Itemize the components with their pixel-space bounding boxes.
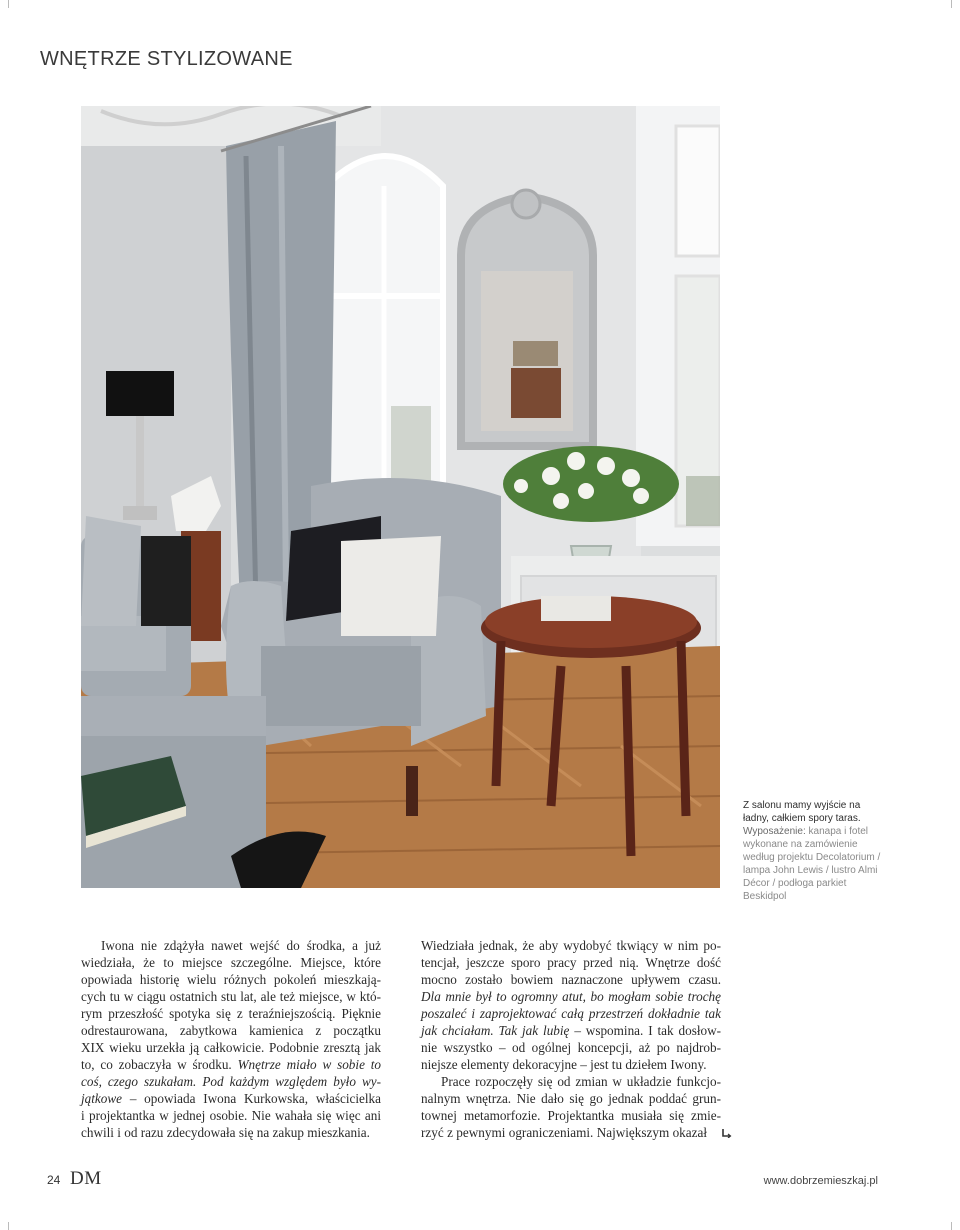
article-line: nalnym wnętrza. Nie dało się go jednak poddać grun- (421, 1091, 721, 1106)
article-quote: jak chciałam. Tak jak lubię (421, 1023, 570, 1038)
photo-caption (743, 799, 883, 903)
article-line (421, 1022, 721, 1039)
continue-arrow-icon (722, 1128, 732, 1138)
article-line: nie wszystko – od ogólnej koncepcji, aż po najdrob- (421, 1040, 721, 1055)
article-column-2 (421, 937, 721, 1141)
caption-equipment-label: Wyposażenie: (743, 826, 806, 837)
caption-lead: Z salonu mamy wyjście na ładny, całkiem spory taras. (743, 800, 861, 824)
caption-equipment-text: kanapa i fotel wykonane na zamówienie według projektu Decolatorium / lampa John Lewis / lustro Almi Décor / podłoga parkiet Beskidpol (743, 826, 881, 902)
article-line: chwili i od razu zdecydowała się na zakup mieszkania. (81, 1125, 370, 1140)
article-line (81, 1056, 381, 1073)
website-url[interactable]: www.dobrzemieszkaj.pl (763, 1175, 878, 1187)
article-line: opowiada historię wielu różnych pokoleń mieszkają- (81, 972, 381, 987)
article-text: – wspomina. I tak dosłow- (574, 1023, 722, 1038)
article-line (421, 1005, 721, 1022)
crop-mark (0, 0, 9, 8)
article-column-1 (81, 937, 381, 1141)
article-line: rym przeszłość spotyka się z teraźniejszością. Pięknie (81, 1006, 381, 1021)
article-quote: poszaleć i zaprojektować całą przestrzeń dokładnie tak (421, 1006, 721, 1021)
article-line (81, 1090, 381, 1107)
article-quote: coś, czego szukałam. Pod każdym względem było wy- (81, 1074, 381, 1089)
section-title: WNĘTRZE STYLIZOWANE (40, 48, 293, 70)
article-line: odrestaurowana, zabytkowa kamienica z początku (81, 1023, 381, 1038)
article-line: XIX wieku urzekła ją całkowicie. Podobnie zresztą jak (81, 1040, 381, 1055)
article-line: tencjał, jeszcze sporo pracy przed nią. Wnętrze dość (421, 955, 721, 970)
crop-mark (951, 0, 960, 8)
article-quote: Wnętrze miało w sobie to (237, 1057, 381, 1072)
crop-mark (951, 1222, 960, 1230)
article-line: Iwona nie zdążyła nawet wejść do środka, a już (101, 938, 381, 953)
article-line: niejsze elementy dekoracyjne – jest tu dziełem Iwony. (421, 1057, 707, 1072)
article-text: – opowiada Iwona Kurkowska, właścicielka (129, 1091, 381, 1106)
magazine-logo: DM (70, 1168, 102, 1189)
article-line (81, 1073, 381, 1090)
page-number: 24 (47, 1173, 61, 1187)
article-line: Prace rozpoczęły się od zmian w układzie funkcjo- (441, 1074, 721, 1089)
article-line: i projektantka w jednej osobie. Nie wahała się więc ani (81, 1108, 381, 1123)
article-line: Wiedziała jednak, że aby wydobyć tkwiący w nim po- (421, 938, 721, 953)
article-line (421, 988, 721, 1005)
crop-mark (0, 1222, 9, 1230)
article-line: wiedziała, że to miejsce szczególne. Miejsce, które (81, 955, 381, 970)
article-line: townej metamorfozie. Projektantka musiała się zmie- (421, 1108, 721, 1123)
interior-photo (81, 106, 720, 888)
article-line: mocno zostało bowiem naznaczone upływem czasu. (421, 972, 721, 987)
article-text: to, co zobaczyła w środku. (81, 1057, 232, 1072)
article-quote: jątkowe (81, 1091, 123, 1106)
article-line: rzyć z pewnymi ograniczeniami. Największym okazał (421, 1125, 707, 1140)
article-line: cych tu w ciągu ostatnich stu lat, ale też miejsce, w któ- (81, 989, 381, 1004)
article-quote: Dla mnie był to ogromny atut, bo mogłam sobie trochę (421, 989, 721, 1004)
